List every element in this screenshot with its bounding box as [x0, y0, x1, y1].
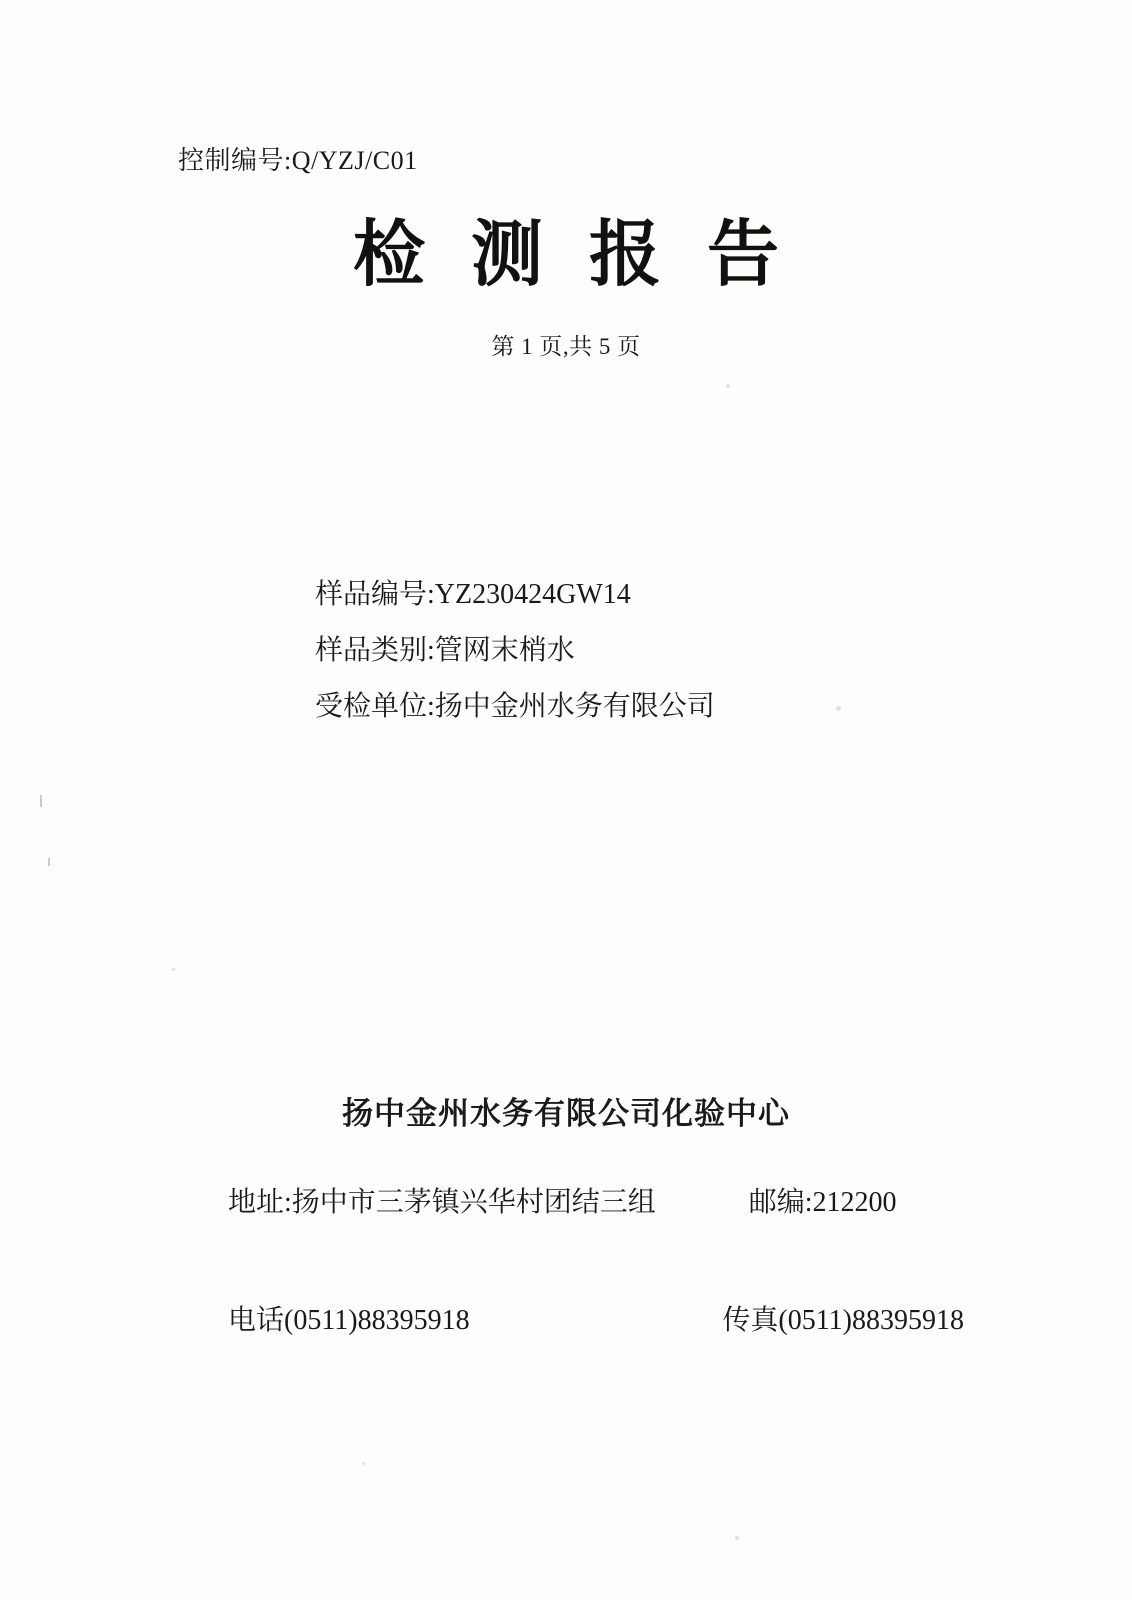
postcode-text: 邮编:212200 — [748, 1187, 897, 1218]
scan-speckle-icon — [726, 384, 730, 388]
organization-name: 扬中金州水务有限公司化验中心 — [342, 1096, 790, 1131]
control-number: 控制编号:Q/YZJ/C01 — [178, 146, 418, 175]
sample-number: 样品编号:YZ230424GW14 — [315, 579, 631, 610]
contact-line — [228, 1298, 964, 1338]
fax-text: 传真(0511)88395918 — [722, 1305, 964, 1336]
scan-artifact-icon — [40, 795, 42, 807]
address-line — [228, 1180, 952, 1220]
telephone-text: 电话(0511)88395918 — [228, 1305, 470, 1336]
sample-info-block — [315, 567, 715, 735]
inspected-unit: 受检单位:扬中金州水务有限公司 — [315, 691, 715, 722]
scan-speckle-icon — [172, 968, 175, 971]
scan-speckle-icon — [836, 706, 841, 711]
address-text: 地址:扬中市三茅镇兴华村团结三组 — [228, 1187, 656, 1218]
sample-category: 样品类别:管网末梢水 — [315, 635, 575, 666]
page-count: 第 1 页,共 5 页 — [491, 334, 641, 359]
scan-speckle-icon — [735, 1536, 739, 1540]
scan-speckle-icon — [362, 1462, 365, 1465]
page-title: 检测报告 — [352, 215, 825, 295]
scan-artifact-icon — [48, 858, 50, 866]
